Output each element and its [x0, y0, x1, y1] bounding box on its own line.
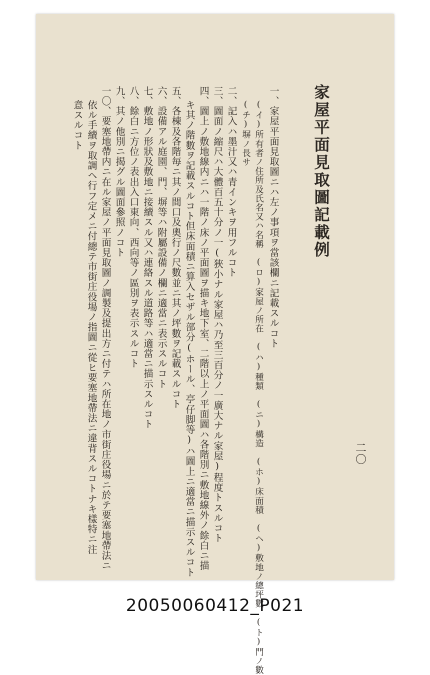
item-4-cont: キ其ノ階數ヲ記載スルコト但床面積ニ算入セザル部分(ホール、亭仔脚等)ハ圖上ニ適當ニ描示スルコト: [183, 100, 195, 578]
item-10: 一〇、要塞地帶内ニ在ル家屋ノ平面見取圖ノ調製及提出方ニ付テハ所在地ノ市街庄役場ニ於テ要塞地帶法ニ: [99, 86, 111, 571]
image-caption: 20050060412_P021: [125, 596, 305, 616]
item-9: 九、其ノ他別ニ揭グル圖面參照ノコト: [113, 86, 125, 258]
item-10-end: 意スルコト: [71, 100, 83, 151]
item-7: 七、敷地ノ形狀及敷地ニ接續スル又ハ連絡スル道路等ハ適當ニ描示スルコト: [141, 86, 153, 430]
item-8: 八、餘白ニ方位ノ表出入口東向、西向等ノ區別ヲ表示スルコト: [127, 86, 139, 369]
item-6: 六、設備アル庭園、門、塀等ハ附屬設備ノ欄ニ適當ニ表示スルコト: [155, 86, 167, 389]
page-number: 二〇: [354, 442, 367, 465]
item-1: 一、家屋平面見取圖ニハ左ノ事項ヲ當該欄ニ記載スルコト: [267, 86, 279, 349]
document-title: 家屋平面見取圖記載例: [312, 84, 331, 259]
item-4: 四、圖上ノ敷地線内ニハ一階ノ床ノ平面圖ヲ描キ地下室、二階以上ノ平面圖ハ各階別ニ敷地線外ノ餘白ニ描: [197, 86, 209, 571]
item-1-subitems: (イ)所有者ノ住所及氏名又ハ名稱 (ロ)家屋ノ所在 (ハ)種類 (ニ)構造 (ホ)床面積 (ヘ)敷地ノ總坪數 (ト)門ノ數: [253, 100, 264, 675]
item-1-subitem-chi: (チ)塀ノ長サ: [240, 100, 251, 167]
item-2: 二、記入ハ墨汁又ハ青インキヲ用フルコト: [225, 86, 237, 278]
item-10-cont: 依ル手續ヲ取調ヘ行フ定メニ付總テ市街庄役場ノ指圖ニ從ヒ要塞地帶法ニ違背スルコトナキ樣特ニ注: [85, 100, 97, 555]
item-5: 五、各棟及各階毎ニ其ノ間口及奧行ノ尺數並ニ其ノ坪數ヲ記載スルコト: [169, 86, 181, 410]
item-3: 三、圖面ノ縮尺ハ大體百五十分ノ一(狹小ナル家屋ハ乃至三百分ノ一廣大ナル家屋)程度トスルコト: [211, 86, 223, 544]
